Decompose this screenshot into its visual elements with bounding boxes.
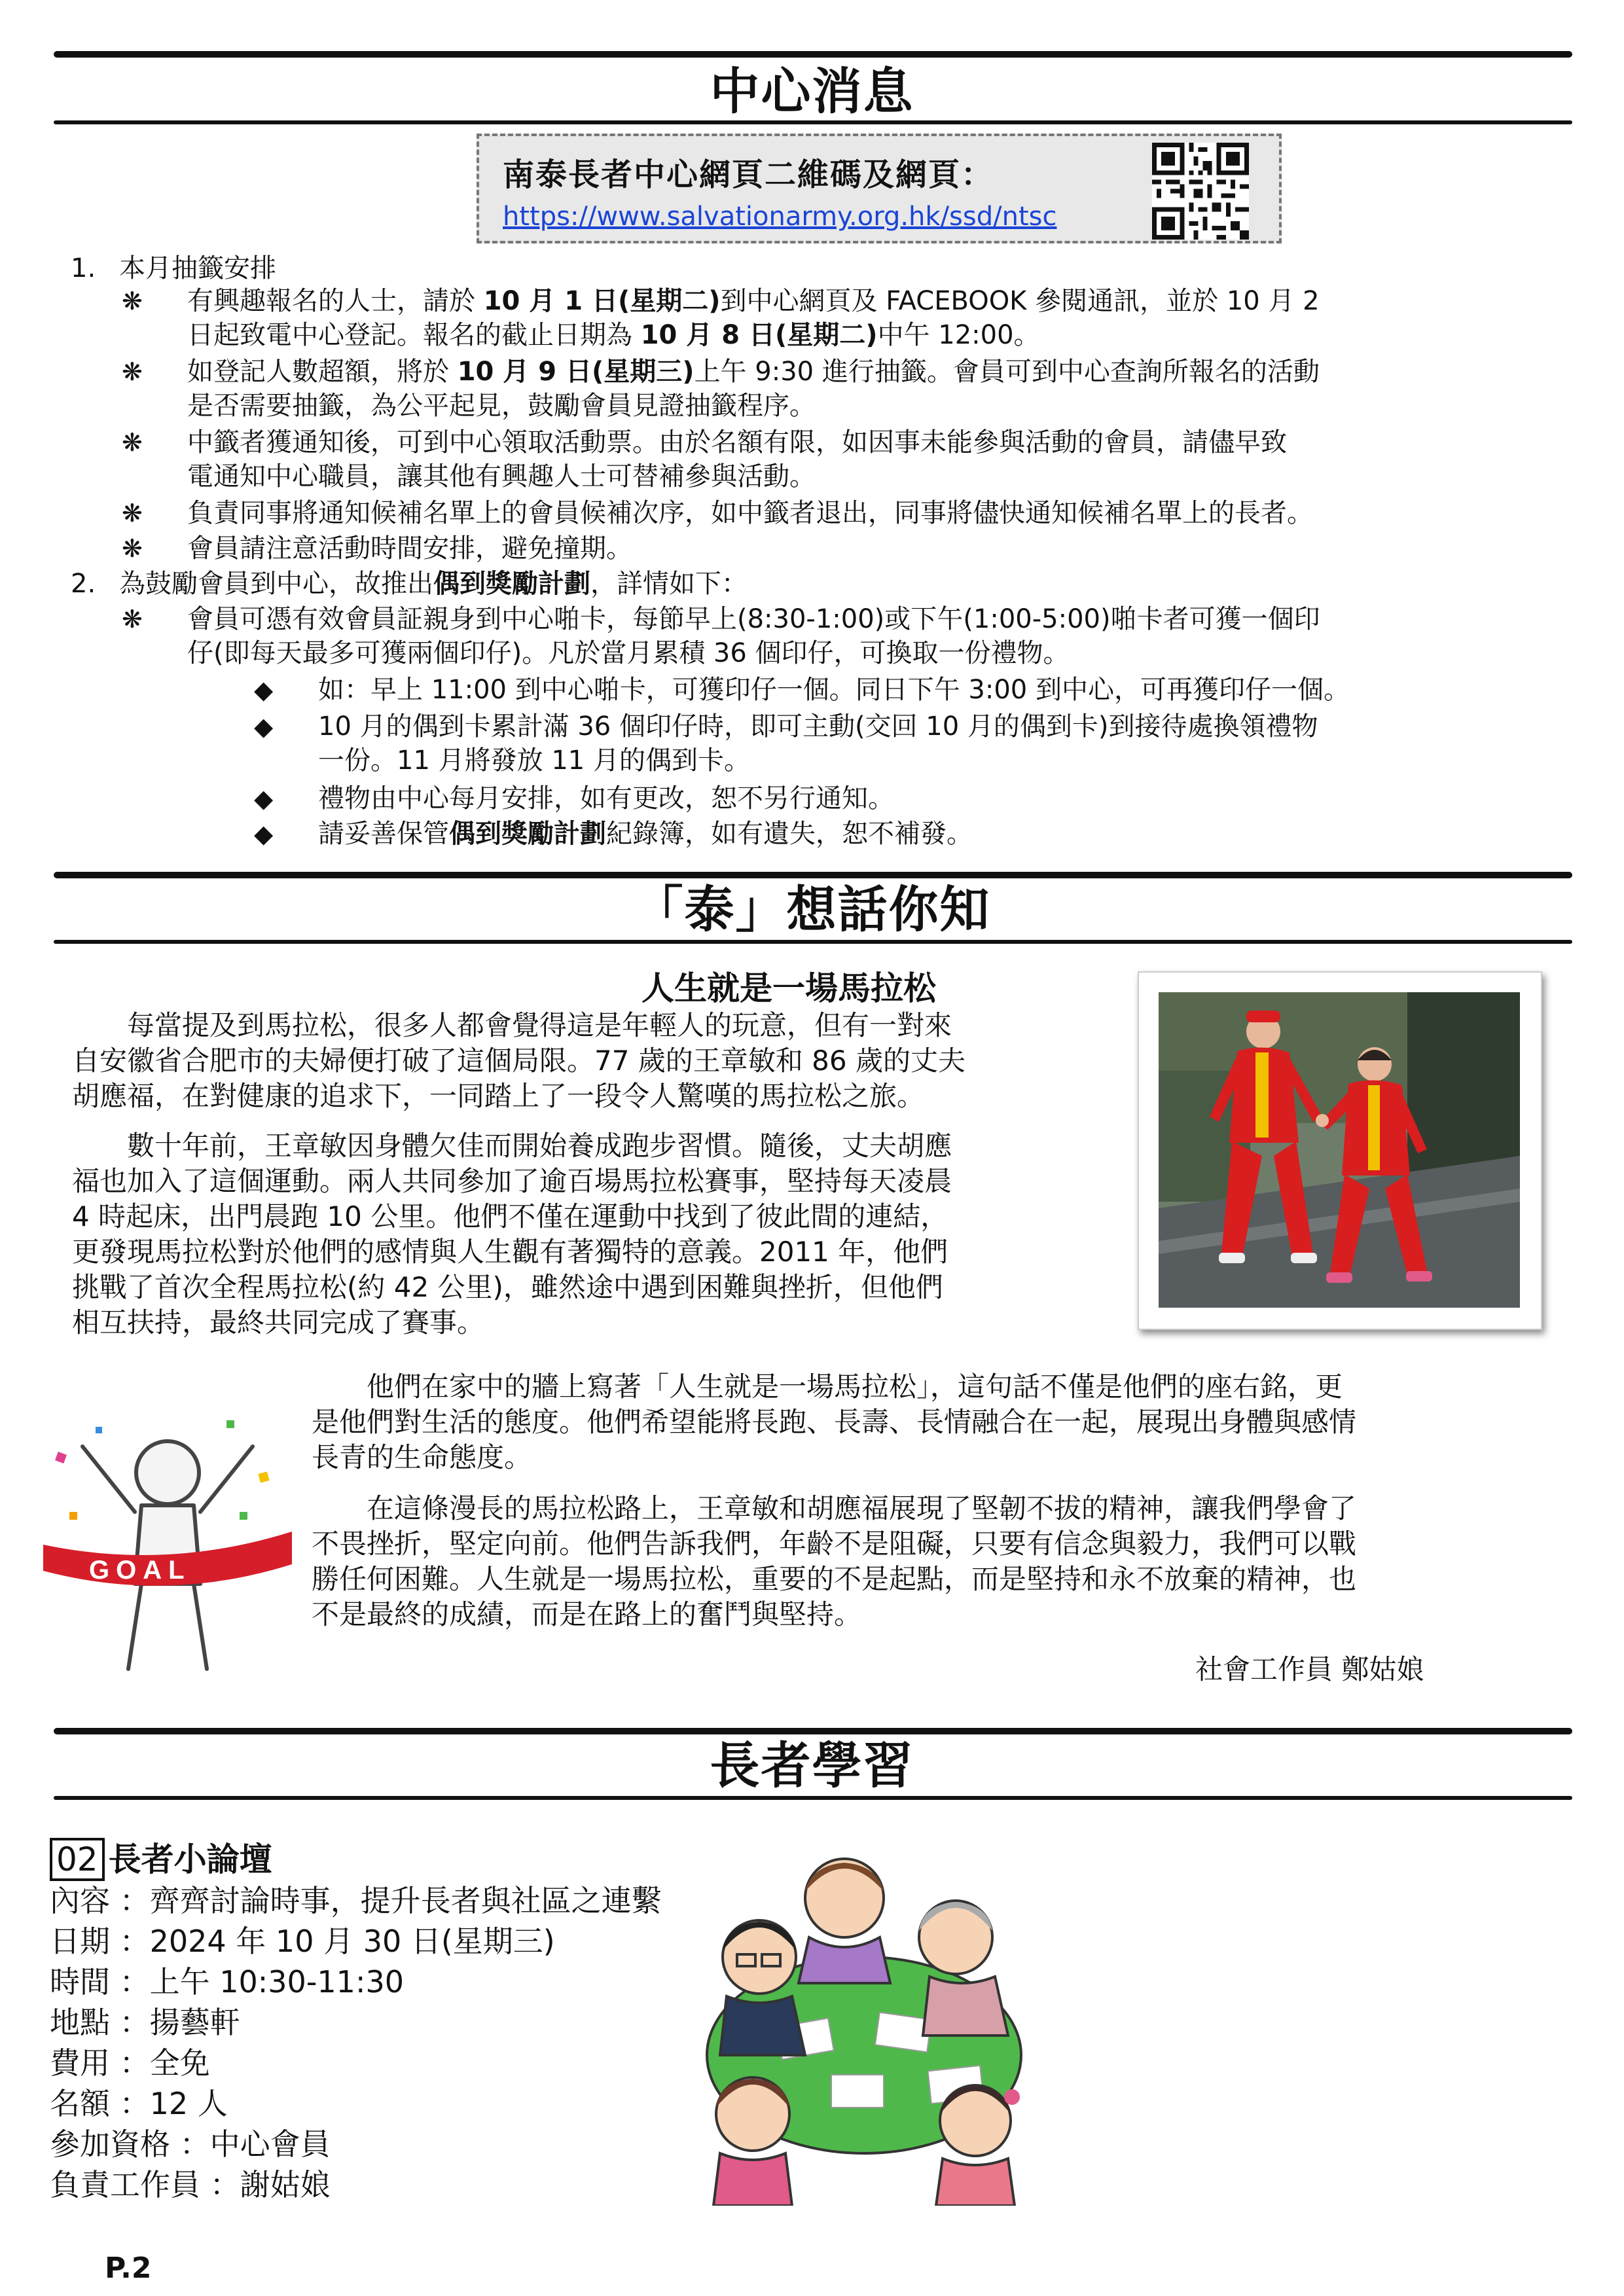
diamond-icon: ◆	[254, 675, 274, 704]
b3-line2: 電通知中心職員，讓其他有興趣人士可替補參與活動。	[187, 461, 816, 492]
d4-text: 請妥善保管	[318, 819, 449, 849]
qr-code-icon	[1152, 143, 1249, 240]
b1-text2: 到中心網頁及 FACEBOOK 參閱通訊，並於 10 月 2	[720, 286, 1320, 316]
learning-top-rule	[54, 1728, 1572, 1734]
d4-text2: 紀錄簿，如有遺失，恕不補發。	[606, 819, 973, 849]
article-line: 福也加入了這個運動。兩人共同參加了逾百場馬拉松賽事，堅持每天凌晨	[72, 1165, 952, 1197]
item2-title	[119, 568, 748, 600]
activity-eligibility: 參加資格 ：中心會員	[50, 2126, 331, 2162]
section-title-thoughts: 「泰」想話你知	[633, 880, 991, 939]
b1-line1	[187, 285, 1320, 317]
b1-text: 有興趣報名的人士，請於	[187, 286, 484, 316]
article-line: 每當提及到馬拉松，很多人都會覺得這是年輕人的玩意，但有一對來	[72, 1009, 952, 1041]
article-paragraph-4	[312, 1491, 1356, 1632]
activity-name: 長者小論壇	[108, 1840, 272, 1878]
activity-number: 02	[50, 1838, 105, 1881]
item1-number: 1.	[71, 253, 96, 283]
b4-line: 負責同事將通知候補名單上的會員候補次序，如中籤者退出，同事將儘快通知候補名單上的長者。	[187, 498, 1313, 528]
bullet-icon: ❋	[122, 287, 143, 315]
diamond-icon: ◆	[254, 819, 274, 848]
website-link[interactable]: https://www.salvationarmy.org.hk/ssd/ntsc	[503, 202, 1057, 232]
d1-line: 如：早上 11:00 到中心啪卡，可獲印仔一個。同日下午 3:00 到中心，可再獲印仔一個。	[318, 675, 1350, 705]
activity-date: 日期 ：2024 年 10 月 30 日(星期三)	[50, 1924, 555, 1959]
section-title-news: 中心消息	[710, 62, 914, 120]
b2-line1	[187, 356, 1320, 387]
goal-banner-text: GOAL	[89, 1556, 191, 1585]
news-title-rule	[54, 120, 1572, 124]
item2-text2: ，詳情如下：	[590, 569, 748, 599]
article-line: 胡應福，在對健康的追求下，一同踏上了一段令人驚嘆的馬拉松之旅。	[72, 1080, 925, 1112]
qr-title: 南泰長者中心網頁二維碼及網頁：	[503, 156, 994, 193]
activity-fee: 費用 ：全免	[50, 2045, 210, 2081]
bullet-icon: ❋	[122, 499, 143, 528]
article-line: 相互扶持，最終共同完成了賽事。	[72, 1306, 485, 1338]
activity-staff: 負責工作員 ：謝姑娘	[50, 2167, 331, 2202]
b6-line1: 會員可憑有效會員証親身到中心啪卡，每節早上(8:30-1:00)或下午(1:00-5:00)啪卡者可獲一個印	[187, 604, 1320, 634]
article-line: 更發現馬拉松對於他們的感情與人生觀有著獨特的意義。2011 年，他們	[72, 1236, 948, 1268]
article-line: 4 時起床，出門晨跑 10 公里。他們不僅在運動中找到了彼此間的連結，	[72, 1200, 948, 1232]
article-line: 勝任何困難。人生就是一場馬拉松，重要的不是起點，而是堅持和永不放棄的精神，也	[312, 1563, 1357, 1595]
activity-content: 內容 ：齊齊討論時事，提升長者與社區之連繫	[50, 1883, 662, 1918]
article-line: 挑戰了首次全程馬拉松(約 42 公里)，雖然途中遇到困難與挫折，但他們	[72, 1271, 943, 1303]
diamond-icon: ◆	[254, 712, 274, 741]
activity-time: 時間 ：上午 10:30-11:30	[50, 1964, 404, 2000]
b2-date: 10 月 9 日(星期三)	[457, 357, 695, 387]
qr-info-box	[477, 134, 1282, 243]
b2-text2: 上午 9:30 進行抽籤。會員可到中心查詢所報名的活動	[694, 357, 1320, 387]
discussion-group-illustration	[681, 1839, 1047, 2206]
b1-line2	[187, 319, 1040, 351]
b1-date: 10 月 1 日(星期二)	[483, 286, 721, 316]
b1-deadline: 10 月 8 日(星期二)	[640, 320, 878, 350]
b2-line2: 是否需要抽籤，為公平起見，鼓勵會員見證抽籤程序。	[187, 391, 816, 421]
diamond-icon: ◆	[254, 784, 274, 813]
top-rule	[54, 51, 1572, 58]
d4-program: 偶到獎勵計劃	[449, 819, 606, 849]
b6-line2: 仔(即每天最多可獲兩個印仔)。凡於當月累積 36 個印仔，可換取一份禮物。	[187, 638, 1070, 668]
article-paragraph-3	[312, 1369, 1356, 1475]
b1-text4: 中午 12:00。	[877, 320, 1040, 350]
activity-venue: 地點 ：揚藝軒	[50, 2005, 240, 2040]
item2-program: 偶到獎勵計劃	[433, 569, 590, 599]
d2-line1: 10 月的偶到卡累計滿 36 個印仔時，即可主動(交回 10 月的偶到卡)到接待處換領禮物	[318, 711, 1318, 742]
article-line: 長青的生命態度。	[312, 1441, 532, 1473]
b3-line1: 中籤者獲通知後，可到中心領取活動票。由於名額有限，如因事未能參與活動的會員，請儘早致	[187, 427, 1287, 457]
activity-quota: 名額 ：12 人	[50, 2086, 228, 2121]
b2-text: 如登記人數超額，將於	[187, 357, 458, 387]
marathon-photo-frame	[1138, 971, 1542, 1330]
activity-title	[50, 1839, 272, 1880]
section-title-learning: 長者學習	[710, 1736, 914, 1795]
article-line: 是他們對生活的態度。他們希望能將長跑、長壽、長情融合在一起，展現出身體與感情	[312, 1406, 1357, 1438]
marathon-couple-photo	[1159, 992, 1520, 1308]
article-signature: 社會工作員 鄭姑娘	[1195, 1653, 1424, 1685]
article-line: 不畏挫折，堅定向前。他們告訴我們，年齡不是阻礙，只要有信念與毅力，我們可以戰	[312, 1528, 1357, 1560]
item2-text: 為鼓勵會員到中心，故推出	[119, 569, 433, 599]
goal-runner-illustration	[43, 1407, 292, 1695]
article-paragraph-1	[72, 1008, 965, 1114]
article-line: 自安徽省合肥市的夫婦便打破了這個局限。77 歲的王章敏和 86 歲的丈夫	[72, 1045, 965, 1077]
b5-line: 會員請注意活動時間安排，避免撞期。	[187, 533, 632, 564]
article-line: 不是最終的成績，而是在路上的奮鬥與堅持。	[312, 1598, 862, 1630]
bullet-icon: ❋	[122, 534, 143, 563]
d3-line: 禮物由中心每月安排，如有更改，恕不另行通知。	[318, 783, 894, 814]
bullet-icon: ❋	[122, 605, 143, 634]
article-line: 他們在家中的牆上寫著「人生就是一場馬拉松」，這句話不僅是他們的座右銘，更	[312, 1371, 1343, 1403]
article-title: 人生就是一場馬拉松	[641, 969, 936, 1007]
article-paragraph-2	[72, 1128, 952, 1340]
item2-number: 2.	[71, 569, 96, 599]
item1-title: 本月抽籤安排	[119, 253, 276, 283]
bullet-icon: ❋	[122, 428, 143, 457]
thoughts-top-rule	[54, 872, 1572, 878]
bullet-icon: ❋	[122, 357, 143, 386]
learning-title-rule	[54, 1796, 1572, 1800]
article-line: 數十年前，王章敏因身體欠佳而開始養成跑步習慣。隨後，丈夫胡應	[72, 1130, 952, 1162]
d2-line2: 一份。11 月將發放 11 月的偶到卡。	[318, 745, 750, 776]
d4-line	[318, 818, 973, 850]
thoughts-title-rule	[54, 940, 1572, 944]
article-line: 在這條漫長的馬拉松路上，王章敏和胡應福展現了堅韌不拔的精神，讓我們學會了	[312, 1492, 1357, 1524]
page-number: P.2	[105, 2251, 152, 2285]
b1-text3: 日起致電中心登記。報名的截止日期為	[187, 320, 641, 350]
